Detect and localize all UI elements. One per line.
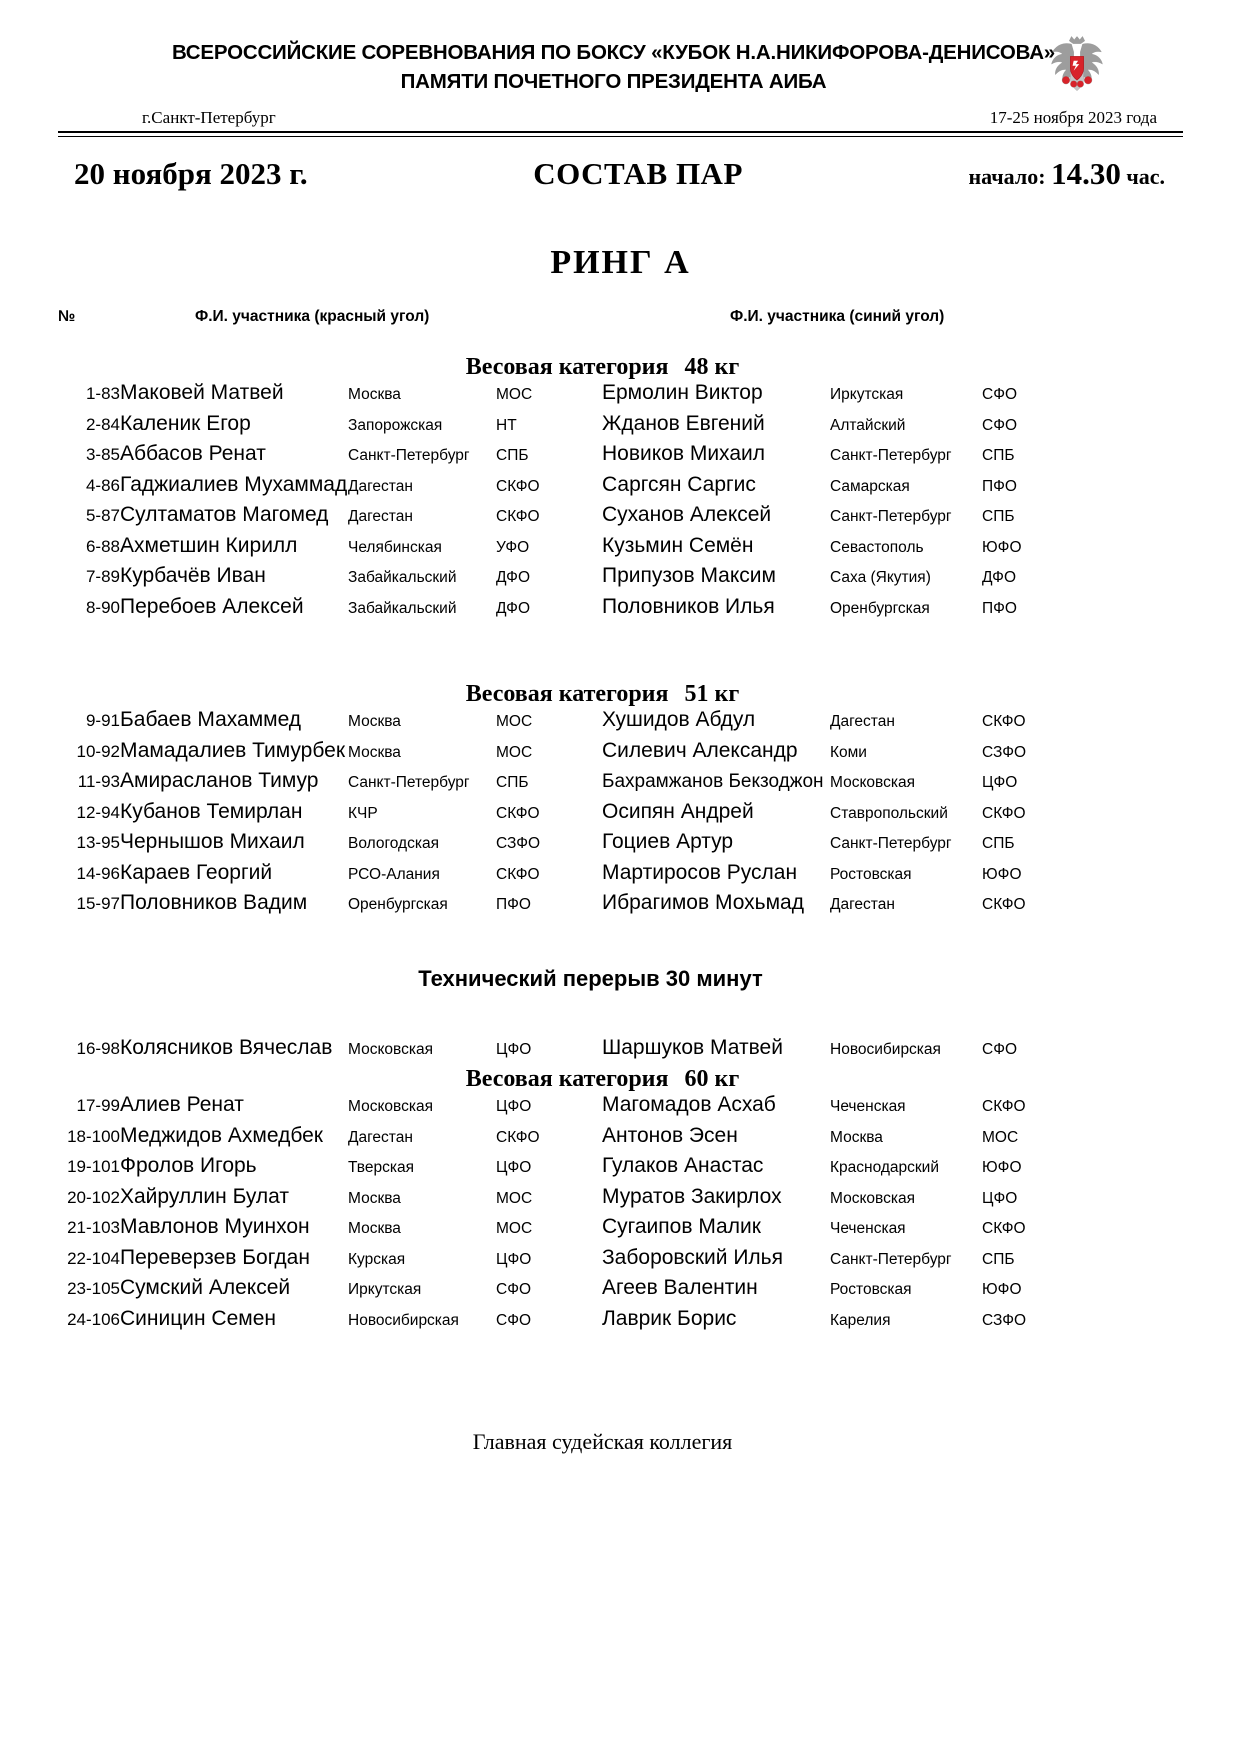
red-district: СЗФО [496,835,541,852]
red-region: Оренбургская [348,896,448,913]
red-district: ЦФО [496,1250,532,1268]
title-row [58,156,1183,192]
blue-district: СКФО [982,1220,1026,1237]
blue-boxer-name: Заборовский Илья [602,1245,783,1269]
blue-region: Санкт-Петербург [830,835,952,852]
table-row [58,861,1183,892]
table-row [58,891,1183,922]
blue-district: СФО [982,1040,1018,1058]
blue-region: Московская [830,774,915,791]
blue-boxer-name: Кузьмин Семён [602,533,754,557]
table-row [58,769,1183,800]
column-headers [58,308,1183,334]
place-and-dates [58,108,1183,128]
bout-number: 2-84 [85,414,120,434]
blue-boxer-name: Антонов Эсен [602,1123,738,1147]
blue-region: Ростовская [830,865,912,883]
red-boxer-name: Перебоев Алексей [120,594,304,618]
blue-district: СПБ [982,508,1015,525]
red-region: Тверская [348,1159,414,1176]
ring-heading: РИНГ А [550,244,691,281]
footer-signature: Главная судейская коллегия [472,1429,733,1454]
red-region: Московская [348,1040,433,1058]
red-district: ПФО [496,896,531,913]
blue-region: Коми [830,743,867,761]
table-row [58,564,1183,595]
red-region: Курская [348,1250,406,1268]
red-district: УФО [496,538,530,556]
red-region: Запорожская [348,416,443,434]
blue-boxer-name: Агеев Валентин [602,1276,758,1299]
blue-boxer-name: Гоциев Артур [602,830,734,853]
blue-boxer-name: Лаврик Борис [602,1306,737,1330]
start-unit: час. [1126,164,1165,189]
blue-region: Чеченская [830,1098,906,1115]
blue-boxer-name: Силевич Александр [602,738,798,762]
red-region: Московская [348,1098,433,1115]
blue-boxer-name: Муратов Закирлох [602,1184,782,1208]
red-district: СПБ [496,774,529,791]
weight-category-label: Весовая категория [465,681,669,707]
blue-boxer-name: Сугаипов Малик [602,1215,761,1238]
blue-boxer-name: Ибрагимов Мохьмад [602,891,804,914]
table-row [58,1215,1183,1246]
bout-number: 13-95 [76,833,120,852]
blue-district: ЮФО [982,1159,1022,1176]
blue-boxer-name: Суханов Алексей [602,503,772,526]
bout-table-48 [58,381,1183,625]
table-row [58,1154,1183,1185]
bout-number: 9-91 [85,711,120,730]
blue-district: СЗФО [982,1311,1027,1329]
table-row [58,503,1183,534]
table-row [58,1185,1183,1216]
red-boxer-name: Маковей Матвей [120,381,284,404]
blue-region: Краснодарский [830,1159,939,1176]
blue-district: СКФО [982,896,1026,913]
blue-region: Санкт-Петербург [830,447,952,464]
red-district: СПБ [496,447,529,464]
document-header [58,0,1183,137]
table-row [58,739,1183,770]
spacer [58,334,1183,354]
table-row [58,595,1183,626]
blue-district: СФО [982,386,1018,403]
blue-region: Иркутская [830,386,904,403]
bout-number: 3-85 [85,445,120,464]
blue-boxer-name: Новиков Михаил [602,442,765,465]
blue-district: ПФО [982,477,1017,495]
bout-number: 8-90 [85,597,120,617]
blue-region: Ставропольский [830,804,948,822]
red-boxer-name: Половников Вадим [120,891,308,914]
red-district: МОС [496,743,533,761]
spacer [58,992,1183,1036]
red-district: СКФО [496,804,540,822]
table-row [58,1093,1183,1124]
blue-district: ЮФО [982,865,1022,883]
red-district: ЦФО [496,1159,532,1176]
weight-category-heading-48 [58,354,1183,381]
bout-table-51 [58,708,1183,922]
blue-district: СКФО [982,713,1026,730]
blue-boxer-name: Мартиросов Руслан [602,860,798,884]
red-region: Дагестан [348,1128,413,1146]
blue-boxer-name: Хушидов Абдул [602,708,756,731]
red-boxer-name: Курбачёв Иван [120,564,266,587]
header-divider [58,131,1183,137]
red-district: МОС [496,386,533,403]
dates-label: 17-25 ноября 2023 года [989,108,1157,127]
red-boxer-name: Караев Георгий [120,860,273,884]
blue-region: Москва [830,1128,883,1146]
table-row [58,1124,1183,1155]
red-region: РСО-Алания [348,865,440,883]
blue-region: Санкт-Петербург [830,508,952,525]
start-time: 14.30 [1051,156,1121,191]
blue-district: СФО [982,416,1018,434]
blue-region: Санкт-Петербург [830,1250,952,1268]
bout-number: 7-89 [85,567,120,586]
red-region: Дагестан [348,508,413,525]
table-row [58,442,1183,473]
blue-district: СЗФО [982,743,1027,761]
bout-number: 20-102 [67,1187,120,1207]
blue-district: ДФО [982,569,1016,586]
start-label: начало: [968,164,1046,189]
blue-region: Самарская [830,477,910,495]
red-boxer-name: Аббасов Ренат [120,442,266,465]
bout-table-60 [58,1093,1183,1337]
red-region: Вологодская [348,835,439,852]
red-district: СФО [496,1281,532,1298]
table-row [58,830,1183,861]
table-row [58,381,1183,412]
blue-district: ПФО [982,599,1017,617]
blue-boxer-name: Жданов Евгений [602,411,765,435]
red-district: СКФО [496,477,540,495]
spacer [58,625,1183,681]
table-row [58,1036,1183,1067]
red-boxer-name: Переверзев Богдан [120,1245,310,1269]
blue-region: Дагестан [830,896,895,913]
red-region: Забайкальский [348,599,457,617]
red-boxer-name: Мавлонов Муинхон [120,1215,310,1238]
blue-region: Саха (Якутия) [830,569,931,586]
blue-district: ЦФО [982,1189,1018,1207]
blue-district: СКФО [982,804,1026,822]
table-row [58,412,1183,443]
red-district: СФО [496,1311,532,1329]
bout-number: 4-86 [85,475,120,495]
red-district: СКФО [496,508,540,525]
table-row [58,534,1183,565]
bout-number: 10-92 [76,741,120,761]
red-boxer-name: Кубанов Темирлан [120,799,303,823]
weight-category-heading-51 [58,681,1183,708]
bout-number: 21-103 [67,1218,120,1237]
red-district: ЦФО [496,1098,532,1115]
red-boxer-name: Султаматов Магомед [120,503,329,526]
weight-category-label: Весовая категория [465,354,669,380]
page-title: СОСТАВ ПАР [533,156,743,191]
red-region: Иркутская [348,1281,422,1298]
red-district: СКФО [496,1128,540,1146]
red-boxer-name: Синицин Семен [120,1306,276,1330]
blue-region: Карелия [830,1311,891,1329]
red-boxer-name: Меджидов Ахмедбек [120,1123,323,1147]
weight-category-label: Весовая категория [465,1066,669,1092]
red-region: Челябинская [348,538,442,556]
red-boxer-name: Каленик Егор [120,411,251,435]
city-label: г.Санкт-Петербург [142,108,276,127]
weight-category-heading-60 [58,1066,1183,1093]
blue-district: СПБ [982,835,1015,852]
red-region: Москва [348,1189,401,1207]
red-district: НТ [496,416,517,434]
red-boxer-name: Бабаев Махаммед [120,708,302,731]
red-district: ДФО [496,599,530,617]
session-date: 20 ноября 2023 г. [74,156,308,191]
blue-boxer-name: Припузов Максим [602,564,776,587]
bout-number: 19-101 [67,1157,120,1176]
blue-region: Новосибирская [830,1040,941,1058]
blue-district: СПБ [982,447,1015,464]
weight-value: 60 кг [684,1066,740,1092]
blue-boxer-name: Гулаков Анастас [602,1154,764,1177]
column-header-red-corner: Ф.И. участника (красный угол) [195,308,430,325]
technical-break-note: Технический перерыв 30 минут [418,965,763,991]
red-region: Москва [348,386,401,403]
blue-boxer-name: Осипян Андрей [602,799,754,823]
bout-table-post-break [58,1036,1183,1067]
red-region: Санкт-Петербург [348,774,470,791]
column-header-blue-corner: Ф.И. участника (синий угол) [730,308,945,325]
red-region: Новосибирская [348,1311,459,1329]
red-boxer-name: Сумский Алексей [120,1276,291,1299]
blue-district: СПБ [982,1250,1015,1268]
table-row [58,1307,1183,1338]
red-boxer-name: Мамадалиев Тимурбек [120,738,346,762]
red-region: Забайкальский [348,569,457,586]
red-boxer-name: Фролов Игорь [120,1154,257,1177]
table-row [58,473,1183,504]
column-header-number: № [58,308,76,325]
red-region: КЧР [348,804,378,822]
blue-district: ЮФО [982,538,1022,556]
bout-number: 22-104 [67,1248,120,1268]
blue-district: ЦФО [982,774,1018,791]
red-boxer-name: Алиев Ренат [120,1093,244,1116]
red-region: Москва [348,1220,401,1237]
red-boxer-name: Колясников Вячеслав [120,1035,333,1059]
blue-boxer-name: Шаршуков Матвей [602,1035,783,1059]
red-district: ЦФО [496,1040,532,1058]
bout-number: 11-93 [77,772,120,791]
spacer [58,922,1183,966]
red-boxer-name: Хайруллин Булат [120,1184,290,1208]
blue-boxer-name: Ермолин Виктор [602,381,763,404]
blue-region: Чеченская [830,1220,906,1237]
bout-number: 1-83 [85,384,120,403]
bout-number: 24-106 [67,1309,120,1329]
table-row [58,708,1183,739]
red-region: Москва [348,743,401,761]
start-time-block [968,156,1165,192]
blue-boxer-name: Половников Илья [602,594,775,618]
bout-number: 5-87 [85,506,120,525]
red-boxer-name: Чернышов Михаил [120,830,305,853]
red-district: СКФО [496,865,540,883]
table-row [58,1246,1183,1277]
red-region: Дагестан [348,477,413,495]
weight-value: 48 кг [684,354,740,380]
bout-number: 15-97 [76,894,120,913]
bout-number: 17-99 [76,1096,120,1115]
russian-eagle-emblem-icon [1049,32,1105,94]
red-region: Санкт-Петербург [348,447,470,464]
blue-district: ЮФО [982,1281,1022,1298]
blue-region: Дагестан [830,713,895,730]
red-district: МОС [496,713,533,730]
red-region: Москва [348,713,401,730]
bout-number: 23-105 [67,1279,120,1298]
blue-region: Алтайский [830,416,906,434]
blue-boxer-name: Бахрамжанов Бекзоджон [602,771,824,792]
blue-region: Ростовская [830,1281,912,1298]
bout-number: 16-98 [76,1038,120,1058]
blue-district: СКФО [982,1098,1026,1115]
blue-region: Севастополь [830,538,924,556]
red-boxer-name: Амирасланов Тимур [120,769,319,792]
blue-boxer-name: Магомадов Асхаб [602,1093,776,1116]
red-district: ДФО [496,569,530,586]
bout-number: 18-100 [67,1126,120,1146]
red-district: МОС [496,1220,533,1237]
bout-number: 14-96 [76,863,120,883]
bout-number: 6-88 [85,536,120,556]
blue-district: МОС [982,1128,1019,1146]
red-boxer-name: Гаджиалиев Мухаммад [120,472,348,496]
red-district: МОС [496,1189,533,1207]
weight-value: 51 кг [684,681,740,707]
competition-title: ВСЕРОССИЙСКИЕ СОРЕВНОВАНИЯ ПО БОКСУ «КУБОК Н.А.НИКИФОРОВА-ДЕНИСОВА» ПАМЯТИ ПОЧЕТНОГО ПРЕЗИДЕНТА АИБА [171,41,1056,93]
bout-number: 12-94 [76,802,120,822]
table-row [58,1276,1183,1307]
blue-region: Московская [830,1189,915,1207]
red-boxer-name: Ахметшин Кирилл [120,533,298,557]
blue-region: Оренбургская [830,599,930,617]
table-row [58,800,1183,831]
blue-boxer-name: Саргсян Саргис [602,472,756,496]
